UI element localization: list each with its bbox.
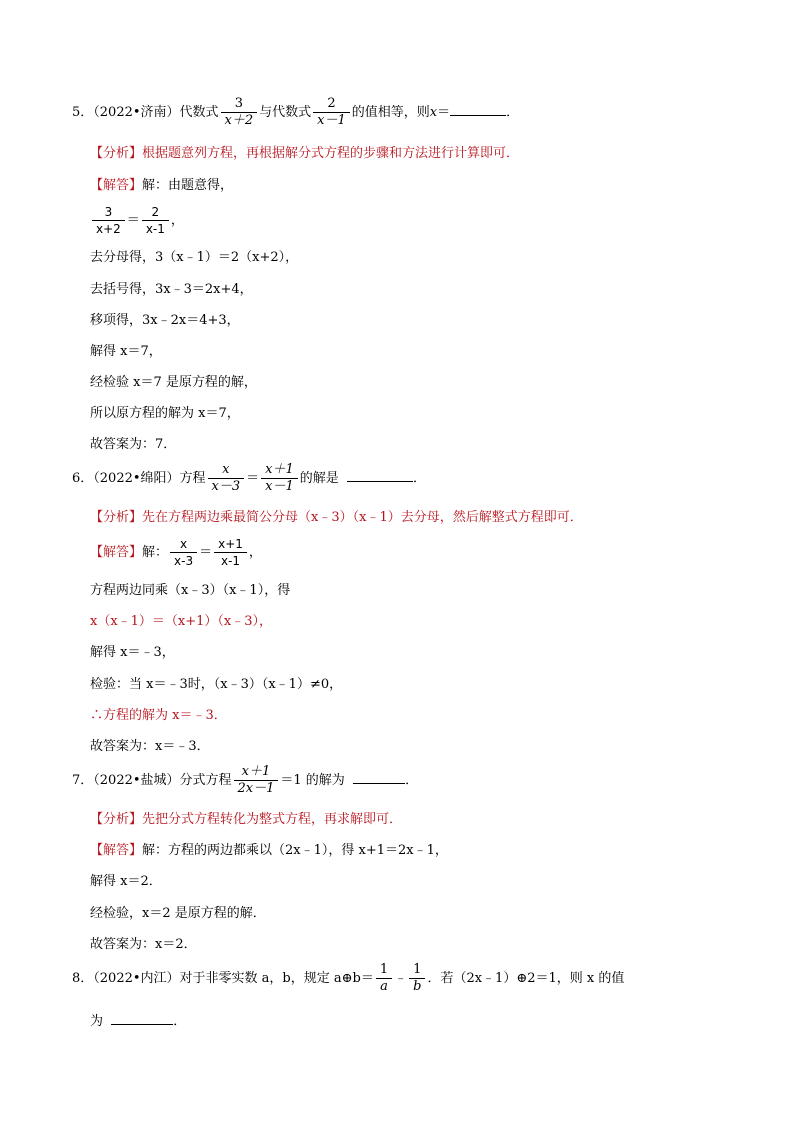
q6-step: 解得 x＝﹣3，	[90, 645, 175, 660]
q6-step: 方程两边同乘（x﹣3）（x﹣1），得	[90, 583, 291, 598]
q5-fraction-1: $\frac{3}{x+2}$	[221, 96, 258, 129]
q5-answer-lead: 【解答】解：由题意得，	[90, 178, 234, 193]
q5-step: 故答案为：7．	[90, 437, 177, 452]
q6-step: 检验：当 x＝﹣3时，（x﹣3）（x﹣1）≠0，	[90, 677, 343, 692]
answer-blank	[353, 771, 405, 784]
q5-analysis: 【分析】根据题意列方程，再根据解分式方程的步骤和方法进行计算即可．	[90, 146, 520, 161]
q7-step: 经检验，x＝2 是原方程的解．	[90, 906, 266, 921]
q7-stem: 7．（2022•盐城）分式方程 $\frac{x+1}{2x-1}$ ＝1 的解为 ．	[72, 764, 419, 796]
q5-lead: 5．（2022•济南）代数式	[72, 105, 219, 120]
q5-step: 去分母得，3（x﹣1）＝2（x+2），	[90, 250, 299, 265]
answer-blank	[347, 469, 413, 482]
q7-step: 故答案为：x＝2．	[90, 937, 197, 952]
answer-blank	[450, 103, 506, 116]
q7-lead: 7．（2022•盐城）分式方程	[72, 773, 232, 788]
q7-analysis: 【分析】先把分式方程转化为整式方程，再求解即可．	[90, 812, 403, 827]
q5-equation: $\frac{3}{x+2}$ ＝ $\frac{2}{x-1}$ ，	[90, 204, 184, 237]
q5-step: 移项得，3x﹣2x＝4+3，	[90, 313, 240, 328]
q8-lead: 8．（2022•内江）对于非零实数 a，b，规定 a⊕b＝	[72, 971, 374, 986]
q6-lead: 6．（2022•绵阳）方程	[72, 471, 206, 486]
q5-step: 去括号得，3x﹣3＝2x+4，	[90, 282, 253, 297]
q5-step: 经检验 x＝7 是原方程的解，	[90, 375, 257, 390]
q5-tail: 的值相等，则	[351, 105, 430, 120]
q5-stem: 5．（2022•济南）代数式 $\frac{3}{x+2}$ 与代数式 $\frac{2}{x-1}$ 的值相等，则x＝ ．	[72, 96, 520, 128]
q6-step: 故答案为：x＝﹣3．	[90, 739, 210, 754]
q5-mid: 与代数式	[259, 105, 312, 120]
answer-blank	[111, 1012, 173, 1025]
q8-line2: 为 ．	[90, 1014, 187, 1029]
q7-step: 解得 x＝2．	[90, 874, 162, 889]
q6-stem: 6．（2022•绵阳）方程 $\frac{x}{x-3}$ ＝ $\frac{x+1}{x-1}$ 的解是 ．	[72, 462, 427, 494]
q6-step: x（x﹣1）＝（x+1）（x﹣3），	[90, 614, 273, 629]
q6-answer-lead: 【解答】解： $\frac{x}{x-3}$ ＝ $\frac{x+1}{x-1}$ ，	[90, 537, 262, 568]
q5-step: 所以原方程的解为 x＝7，	[90, 406, 240, 421]
q5-fraction-2: $\frac{2}{x-1}$	[313, 96, 350, 129]
q6-step: ∴方程的解为 x＝﹣3．	[90, 708, 227, 723]
q6-analysis: 【分析】先在方程两边乘最简公分母（x﹣3）（x﹣1）去分母，然后解整式方程即可．	[90, 510, 583, 525]
q8-stem: 8．（2022•内江）对于非零实数 a，b，规定 a⊕b＝ $\frac{1}{a}$ ﹣ $\frac{1}{b}$ ．若（2x﹣1）⊕2＝1，则 x 的值	[72, 962, 625, 994]
q5-step: 解得 x＝7，	[90, 344, 162, 359]
q7-answer: 【解答】解：方程的两边都乘以（2x﹣1），得 x+1＝2x﹣1，	[90, 843, 448, 858]
